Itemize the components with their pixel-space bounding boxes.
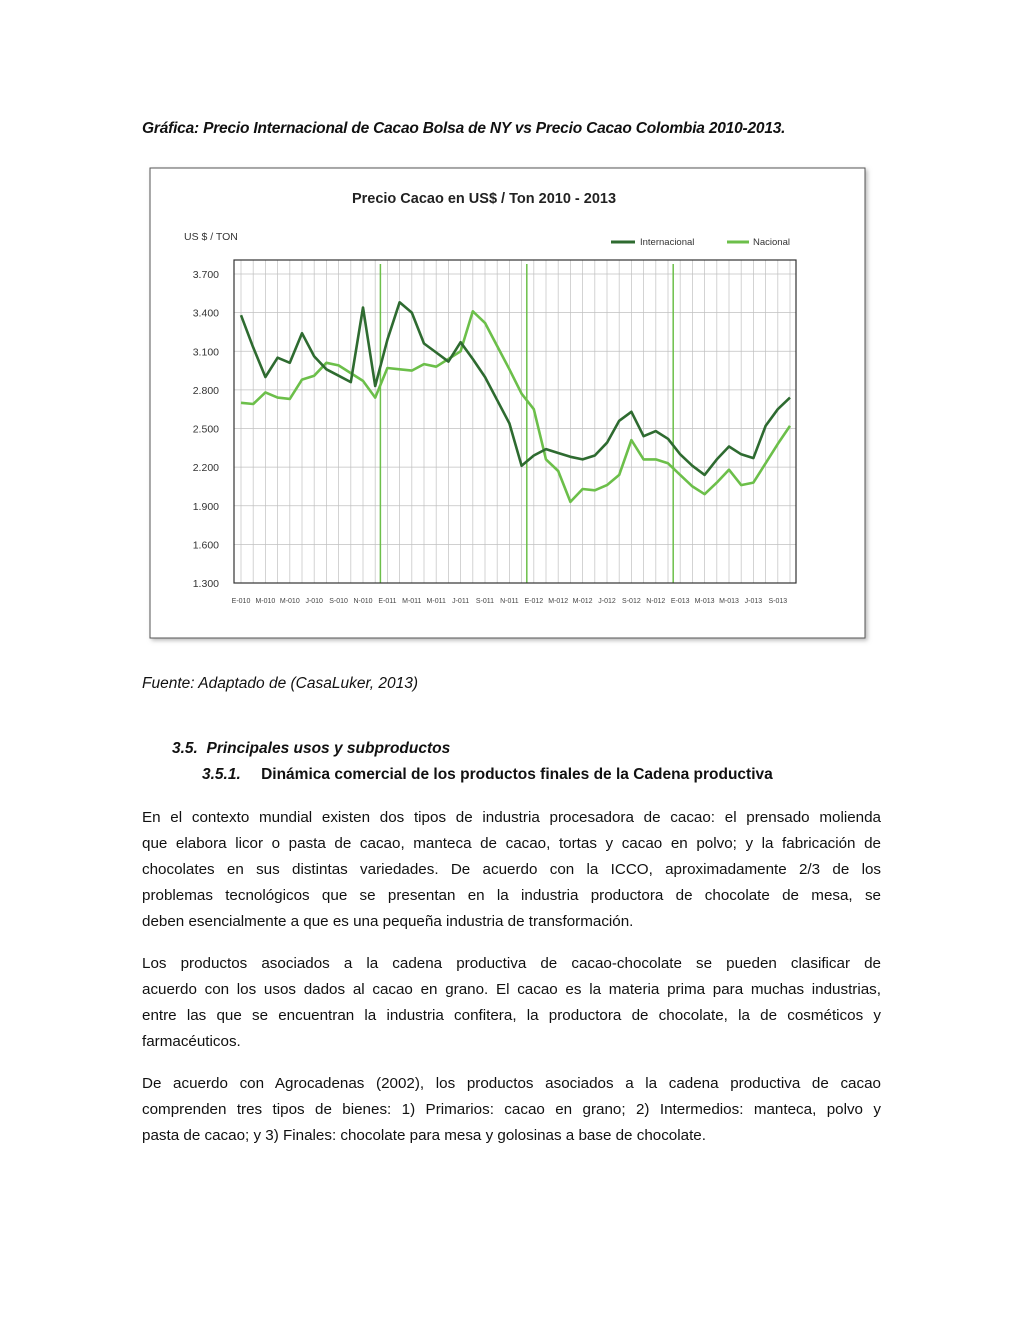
y-axis-label: US $ / TON [184, 231, 238, 243]
x-tick-label: S-010 [329, 598, 348, 605]
x-ticks [232, 598, 788, 605]
section-number: 3.5. [172, 740, 198, 757]
x-tick-label: E-012 [524, 598, 544, 605]
x-tick-label: S-011 [475, 598, 495, 605]
x-tick-label: M-013 [719, 598, 739, 605]
x-tick-label: M-010 [255, 598, 276, 605]
y-tick-label: 3.400 [192, 307, 219, 320]
subsection-heading [202, 766, 773, 784]
y-tick-label: 3.700 [192, 269, 219, 281]
x-tick-label: M-010 [279, 598, 300, 605]
x-tick-label: M-012 [548, 598, 569, 605]
x-tick-label: J-012 [598, 598, 616, 605]
text-line: problemas tecnológicos que se presentan en la industria productora de chocolate de mesa, se [142, 887, 881, 904]
y-ticks [193, 269, 219, 590]
legend-label-nacional: Nacional [753, 237, 790, 248]
text-line: pasta de cacao; y 3) Finales: chocolate para mesa y golosinas a base de chocolate. [142, 1127, 706, 1144]
y-tick-label: 1.600 [192, 539, 219, 552]
paragraph-3 [142, 1071, 881, 1149]
text-line: chocolates en sus distintas variedades. De acuerdo con la ICCO, aproximadamente 2/3 de los [142, 861, 881, 878]
x-tick-label: E-011 [378, 598, 397, 605]
subsection-title: Dinámica comercial de los productos finales de la Cadena productiva [261, 766, 773, 783]
x-tick-label: S-013 [768, 598, 788, 605]
x-tick-label: E-010 [231, 598, 251, 605]
text-line: comprenden tres tipos de bienes: 1) Primarios: cacao en grano; 2) Intermedios: manteca, polvo y [142, 1101, 881, 1118]
figure-source: Fuente: Adaptado de (CasaLuker, 2013) [142, 675, 419, 692]
y-tick-label: 2.500 [192, 423, 219, 436]
x-tick-label: N-012 [646, 598, 666, 605]
x-tick-label: J-011 [452, 598, 470, 605]
y-tick-label: 1.300 [192, 578, 219, 590]
x-tick-label: M-011 [402, 598, 422, 605]
text-line: que elabora licor o pasta de cacao, manteca de cacao, tortas y cacao en polvo; y la fabricación de [142, 835, 881, 852]
x-tick-label: S-012 [622, 598, 641, 605]
y-tick-label: 3.100 [192, 346, 219, 359]
chart-title: Precio Cacao en US$ / Ton 2010 - 2013 [351, 191, 617, 207]
text-line: entre las que se encuentran la industria confitera, la productora de chocolate, la de cosméticos y [142, 1007, 881, 1024]
paragraph-2 [142, 951, 881, 1055]
price-chart [0, 0, 1024, 660]
subsection-number: 3.5.1. [202, 766, 241, 783]
x-tick-label: J-010 [305, 598, 323, 605]
text-line: De acuerdo con Agrocadenas (2002), los productos asociados a la cadena productiva de cacao [142, 1075, 881, 1092]
x-tick-label: M-013 [694, 598, 715, 605]
x-tick-label: N-011 [500, 598, 519, 605]
x-tick-label: M-012 [572, 598, 593, 605]
text-line: Los productos asociados a la cadena productiva de cacao-chocolate se pueden clasificar de [142, 955, 881, 972]
y-tick-label: 2.800 [192, 384, 219, 397]
x-tick-label: N-010 [353, 598, 373, 605]
text-line: deben esencialmente a que es una pequeña industria de transformación. [142, 913, 634, 930]
figure-caption: Gráfica: Precio Internacional de Cacao Bolsa de NY vs Precio Cacao Colombia 2010-2013. [142, 120, 786, 137]
text-line: acuerdo con los usos dados al cacao en grano. El cacao es la materia prima para muchas industrias, [142, 981, 881, 998]
y-tick-label: 1.900 [192, 500, 219, 513]
x-tick-label: M-011 [426, 598, 446, 605]
text-line: En el contexto mundial existen dos tipos de industria procesadora de cacao: el prensado molienda [142, 809, 881, 826]
legend-label-internacional: Internacional [640, 237, 695, 248]
x-tick-label: E-013 [670, 598, 690, 605]
section-title: Principales usos y subproductos [206, 740, 451, 757]
y-tick-label: 2.200 [192, 462, 219, 475]
x-tick-label: J-013 [744, 598, 763, 605]
section-heading [172, 740, 450, 758]
text-line: farmacéuticos. [142, 1033, 241, 1050]
paragraph-1 [142, 805, 881, 935]
